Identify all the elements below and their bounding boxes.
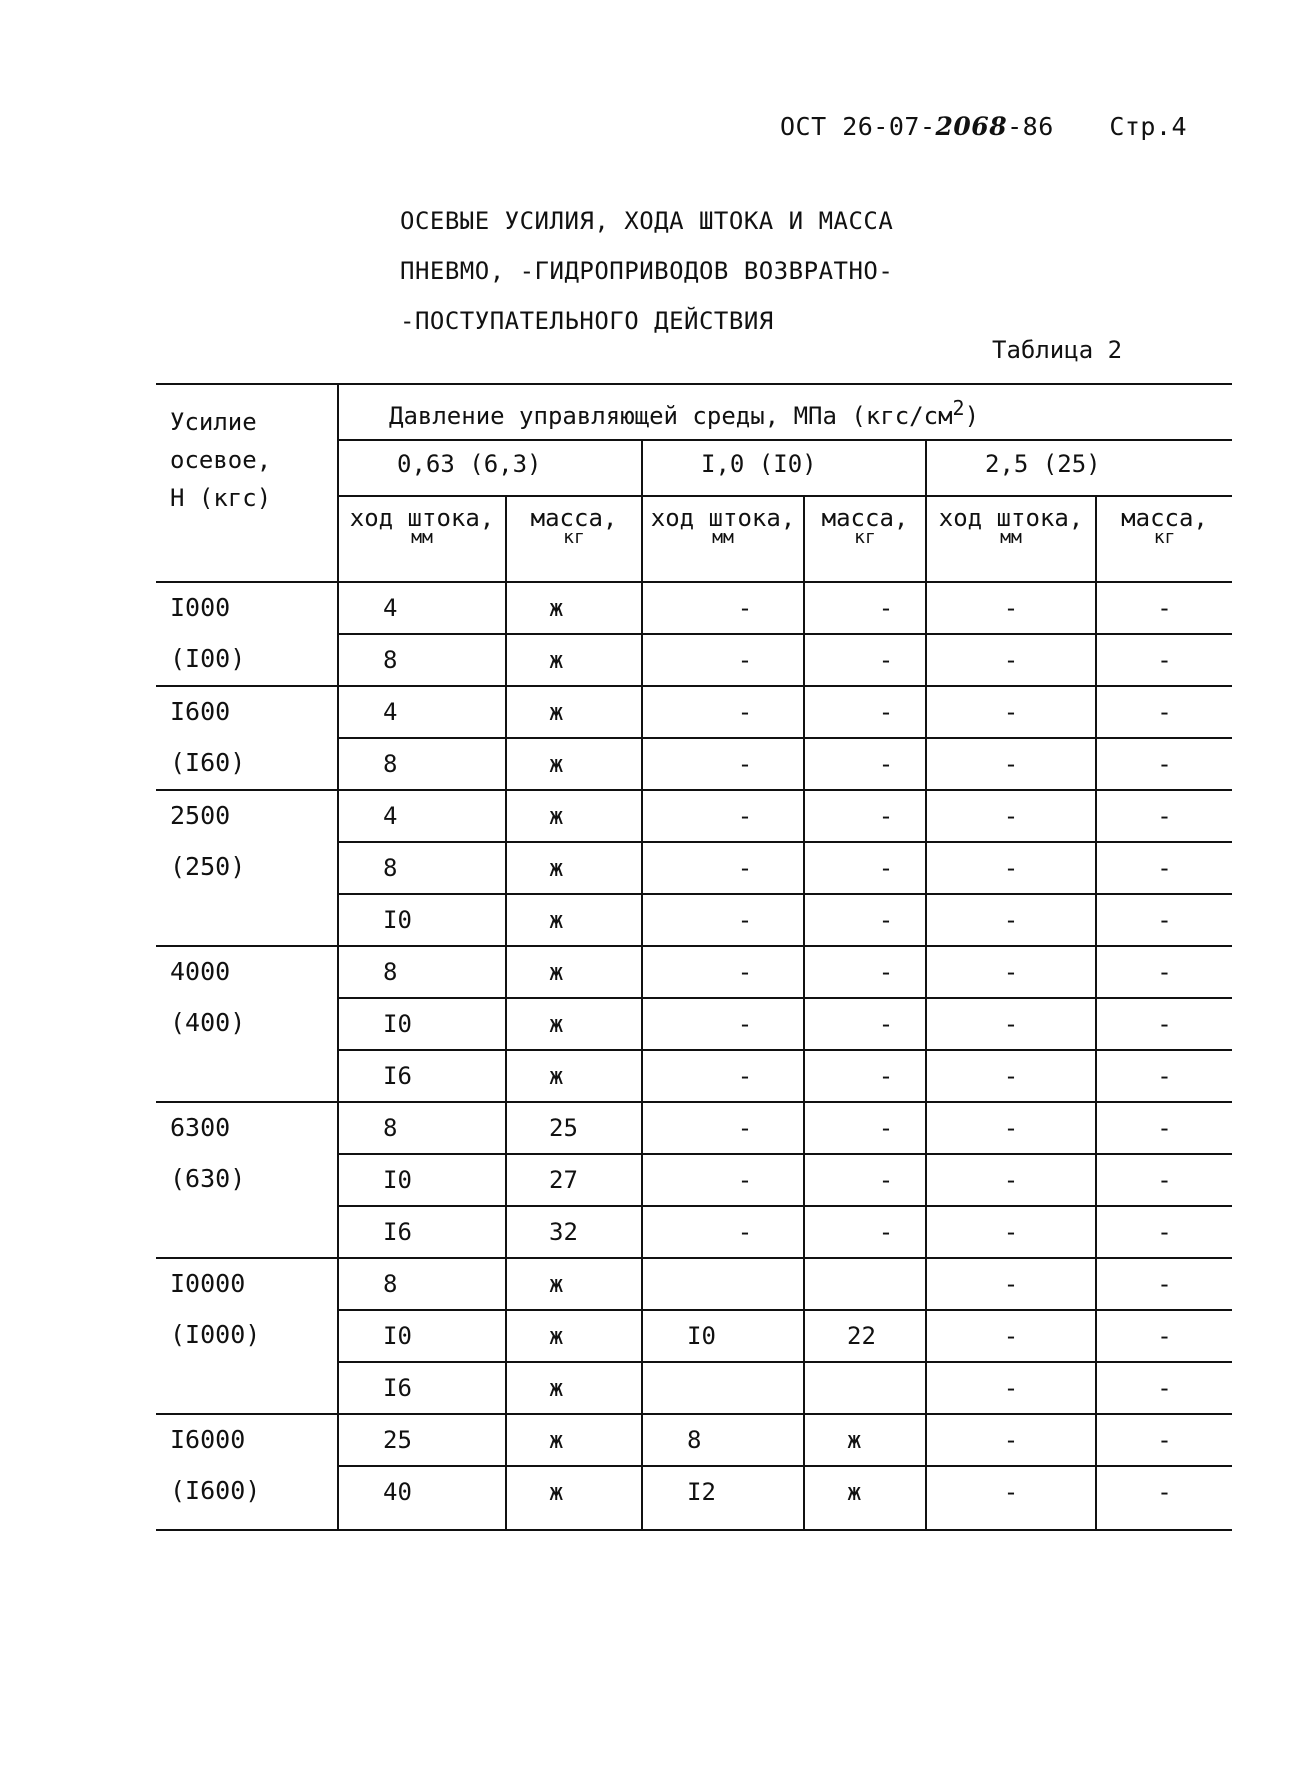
mass-cell: - xyxy=(804,894,926,946)
mass-cell: 27 xyxy=(506,1154,642,1206)
stroke-cell: 8 xyxy=(338,738,506,790)
mass-cell: - xyxy=(804,1050,926,1102)
stroke-cell: - xyxy=(642,1154,804,1206)
table-row xyxy=(156,1414,1232,1466)
force-kgf-value: (400) xyxy=(170,1008,246,1037)
table-row xyxy=(156,842,1232,894)
stroke-header: ход штока, мм xyxy=(642,496,804,582)
force-value: I600 xyxy=(170,697,231,726)
table-row xyxy=(156,1310,1232,1362)
title-line-2: ПНЕВМО, -ГИДРОПРИВОДОВ ВОЗВРАТНО- xyxy=(400,257,894,285)
mass-cell: 22 xyxy=(804,1310,926,1362)
mass-cell: - xyxy=(804,1102,926,1154)
force-value: 2500 xyxy=(170,801,231,830)
stroke-cell: I6 xyxy=(338,1362,506,1414)
mass-cell: ж xyxy=(506,946,642,998)
stroke-cell: - xyxy=(926,738,1096,790)
mass-cell: - xyxy=(1096,1414,1232,1466)
force-header-line-1: Усилие xyxy=(170,408,257,436)
mass-cell: - xyxy=(1096,582,1232,634)
stroke-cell: I0 xyxy=(338,1310,506,1362)
title-line-1: ОСЕВЫЕ УСИЛИЯ, ХОДА ШТОКА И МАССА xyxy=(400,207,894,235)
table-row xyxy=(156,1050,1232,1102)
stroke-cell xyxy=(642,1258,804,1310)
mass-cell: ж xyxy=(506,1310,642,1362)
stroke-cell: 8 xyxy=(338,842,506,894)
force-header-line-3: Н (кгс) xyxy=(170,484,272,512)
mass-cell: - xyxy=(1096,790,1232,842)
mass-cell: - xyxy=(1096,894,1232,946)
table-row xyxy=(156,998,1232,1050)
mass-cell: - xyxy=(1096,1466,1232,1530)
stroke-cell: 4 xyxy=(338,790,506,842)
mass-cell: - xyxy=(804,998,926,1050)
stroke-cell: 40 xyxy=(338,1466,506,1530)
stroke-cell: 25 xyxy=(338,1414,506,1466)
table-row xyxy=(156,946,1232,998)
force-kgf-value: (I00) xyxy=(156,634,338,686)
mass-header: масса, кг xyxy=(1096,496,1232,582)
mass-cell: - xyxy=(804,1206,926,1258)
mass-cell: - xyxy=(804,1154,926,1206)
mass-cell: - xyxy=(1096,946,1232,998)
stroke-cell: - xyxy=(926,582,1096,634)
superscript: 2 xyxy=(952,396,965,420)
stroke-cell: 8 xyxy=(338,1258,506,1310)
mass-cell xyxy=(804,1362,926,1414)
pressure-0-63: 0,63 (6,3) xyxy=(338,440,642,496)
mass-cell: - xyxy=(1096,1154,1232,1206)
force-header xyxy=(156,384,338,582)
stroke-cell: - xyxy=(642,582,804,634)
stroke-cell: - xyxy=(642,634,804,686)
table-row xyxy=(156,894,1232,946)
stroke-cell: - xyxy=(926,842,1096,894)
table-row xyxy=(156,738,1232,790)
table-row xyxy=(156,1154,1232,1206)
force-value: I6000 xyxy=(170,1425,246,1454)
table-row xyxy=(156,1466,1232,1530)
mass-cell: - xyxy=(804,686,926,738)
stroke-cell: - xyxy=(642,686,804,738)
table-row xyxy=(156,686,1232,738)
stroke-cell: - xyxy=(642,738,804,790)
table-row xyxy=(156,1362,1232,1414)
stroke-cell: I0 xyxy=(338,1154,506,1206)
mass-cell: ж xyxy=(804,1466,926,1530)
mass-cell: - xyxy=(804,582,926,634)
mass-cell: ж xyxy=(506,1414,642,1466)
force-empty-cell xyxy=(156,894,338,946)
stroke-cell: 4 xyxy=(338,686,506,738)
stroke-cell: - xyxy=(926,1414,1096,1466)
force-empty-cell xyxy=(156,1206,338,1258)
stroke-cell: - xyxy=(926,1362,1096,1414)
stroke-cell: - xyxy=(926,1466,1096,1530)
document-header xyxy=(780,112,1187,141)
mass-cell: ж xyxy=(506,686,642,738)
table-row xyxy=(156,582,1232,634)
pressure-2-5: 2,5 (25) xyxy=(926,440,1232,496)
force-value: I0000 xyxy=(170,1269,246,1298)
stroke-cell: - xyxy=(926,1258,1096,1310)
force-empty-cell xyxy=(156,1362,338,1414)
stroke-cell: - xyxy=(926,1206,1096,1258)
stroke-cell: - xyxy=(926,790,1096,842)
pressure-1-0: I,0 (I0) xyxy=(642,440,926,496)
stroke-cell: - xyxy=(642,842,804,894)
mass-header: масса, кг xyxy=(506,496,642,582)
force-value: 4000 xyxy=(170,957,231,986)
stroke-cell: - xyxy=(642,946,804,998)
mass-cell: - xyxy=(804,738,926,790)
pressure-header: Давление управляющей среды, МПа $(кгс/см^2)$ xyxy=(338,384,1232,440)
stroke-cell: - xyxy=(926,946,1096,998)
mass-cell: - xyxy=(1096,842,1232,894)
mass-cell: - xyxy=(1096,998,1232,1050)
stroke-cell: 8 xyxy=(338,946,506,998)
doc-code-suffix: -86 xyxy=(1007,112,1054,141)
table-label: Таблица 2 xyxy=(992,336,1123,364)
table-header xyxy=(156,384,1232,582)
stroke-cell: - xyxy=(926,1310,1096,1362)
stroke-cell: - xyxy=(642,790,804,842)
stroke-cell: - xyxy=(642,998,804,1050)
stroke-cell: 8 xyxy=(338,634,506,686)
mass-cell: ж xyxy=(506,790,642,842)
doc-code-number: 2068 xyxy=(935,112,1008,141)
mass-cell: - xyxy=(1096,1362,1232,1414)
table-row xyxy=(156,1258,1232,1310)
mass-cell: ж xyxy=(506,1050,642,1102)
mass-cell: - xyxy=(1096,738,1232,790)
mass-cell: ж xyxy=(506,894,642,946)
mass-cell: - xyxy=(804,790,926,842)
stroke-cell: - xyxy=(642,894,804,946)
force-value: I000 xyxy=(170,593,231,622)
mass-cell: ж xyxy=(506,582,642,634)
stroke-cell: - xyxy=(642,1102,804,1154)
mass-cell: 25 xyxy=(506,1102,642,1154)
mass-cell: ж xyxy=(506,738,642,790)
force-kgf-value: (I60) xyxy=(156,738,338,790)
stroke-cell: I0 xyxy=(338,894,506,946)
mass-cell: - xyxy=(1096,686,1232,738)
stroke-cell: I0 xyxy=(642,1310,804,1362)
document-title xyxy=(400,196,893,346)
mass-cell: ж xyxy=(804,1414,926,1466)
stroke-cell: 4 xyxy=(338,582,506,634)
mass-cell: 32 xyxy=(506,1206,642,1258)
table-row xyxy=(156,1206,1232,1258)
table-body xyxy=(156,582,1232,1530)
stroke-cell: I6 xyxy=(338,1050,506,1102)
table-row xyxy=(156,1102,1232,1154)
mass-cell: ж xyxy=(506,1362,642,1414)
mass-cell: ж xyxy=(506,634,642,686)
stroke-cell: - xyxy=(926,894,1096,946)
spec-table xyxy=(156,383,1232,1531)
stroke-cell: - xyxy=(642,1050,804,1102)
stroke-cell: I6 xyxy=(338,1206,506,1258)
doc-code-prefix: ОСТ 26-07- xyxy=(780,112,936,141)
stroke-cell: I0 xyxy=(338,998,506,1050)
stroke-header: ход штока, мм xyxy=(338,496,506,582)
mass-cell: ж xyxy=(506,1466,642,1530)
stroke-cell: - xyxy=(926,686,1096,738)
mass-cell: - xyxy=(804,634,926,686)
mass-cell: ж xyxy=(506,842,642,894)
mass-cell: ж xyxy=(506,1258,642,1310)
force-kgf-value: (I600) xyxy=(156,1466,338,1530)
stroke-cell: - xyxy=(926,634,1096,686)
mass-cell: - xyxy=(1096,1102,1232,1154)
stroke-header: ход штока, мм xyxy=(926,496,1096,582)
mass-cell: ж xyxy=(506,998,642,1050)
stroke-cell: - xyxy=(642,1206,804,1258)
force-kgf-value: (I000) xyxy=(170,1320,261,1349)
mass-cell: - xyxy=(1096,1258,1232,1310)
stroke-cell xyxy=(642,1362,804,1414)
mass-cell: - xyxy=(1096,1050,1232,1102)
stroke-cell: - xyxy=(926,998,1096,1050)
stroke-cell: - xyxy=(926,1154,1096,1206)
stroke-cell: - xyxy=(926,1102,1096,1154)
stroke-cell: - xyxy=(926,1050,1096,1102)
force-kgf-value: (250) xyxy=(170,852,246,881)
force-kgf-value: (630) xyxy=(170,1164,246,1193)
table-row xyxy=(156,790,1232,842)
stroke-cell: I2 xyxy=(642,1466,804,1530)
mass-header: масса, кг xyxy=(804,496,926,582)
mass-cell: - xyxy=(804,946,926,998)
table-row xyxy=(156,634,1232,686)
force-empty-cell xyxy=(156,1050,338,1102)
force-value: 6300 xyxy=(170,1113,231,1142)
stroke-cell: 8 xyxy=(642,1414,804,1466)
mass-cell: - xyxy=(1096,634,1232,686)
title-line-3: -ПОСТУПАТЕЛЬНОГО ДЕЙСТВИЯ xyxy=(400,307,774,335)
mass-cell: - xyxy=(804,842,926,894)
force-header-line-2: осевое, xyxy=(170,446,272,474)
page-number: Стр.4 xyxy=(1109,112,1188,141)
stroke-cell: 8 xyxy=(338,1102,506,1154)
mass-cell: - xyxy=(1096,1310,1232,1362)
mass-cell: - xyxy=(1096,1206,1232,1258)
mass-cell xyxy=(804,1258,926,1310)
